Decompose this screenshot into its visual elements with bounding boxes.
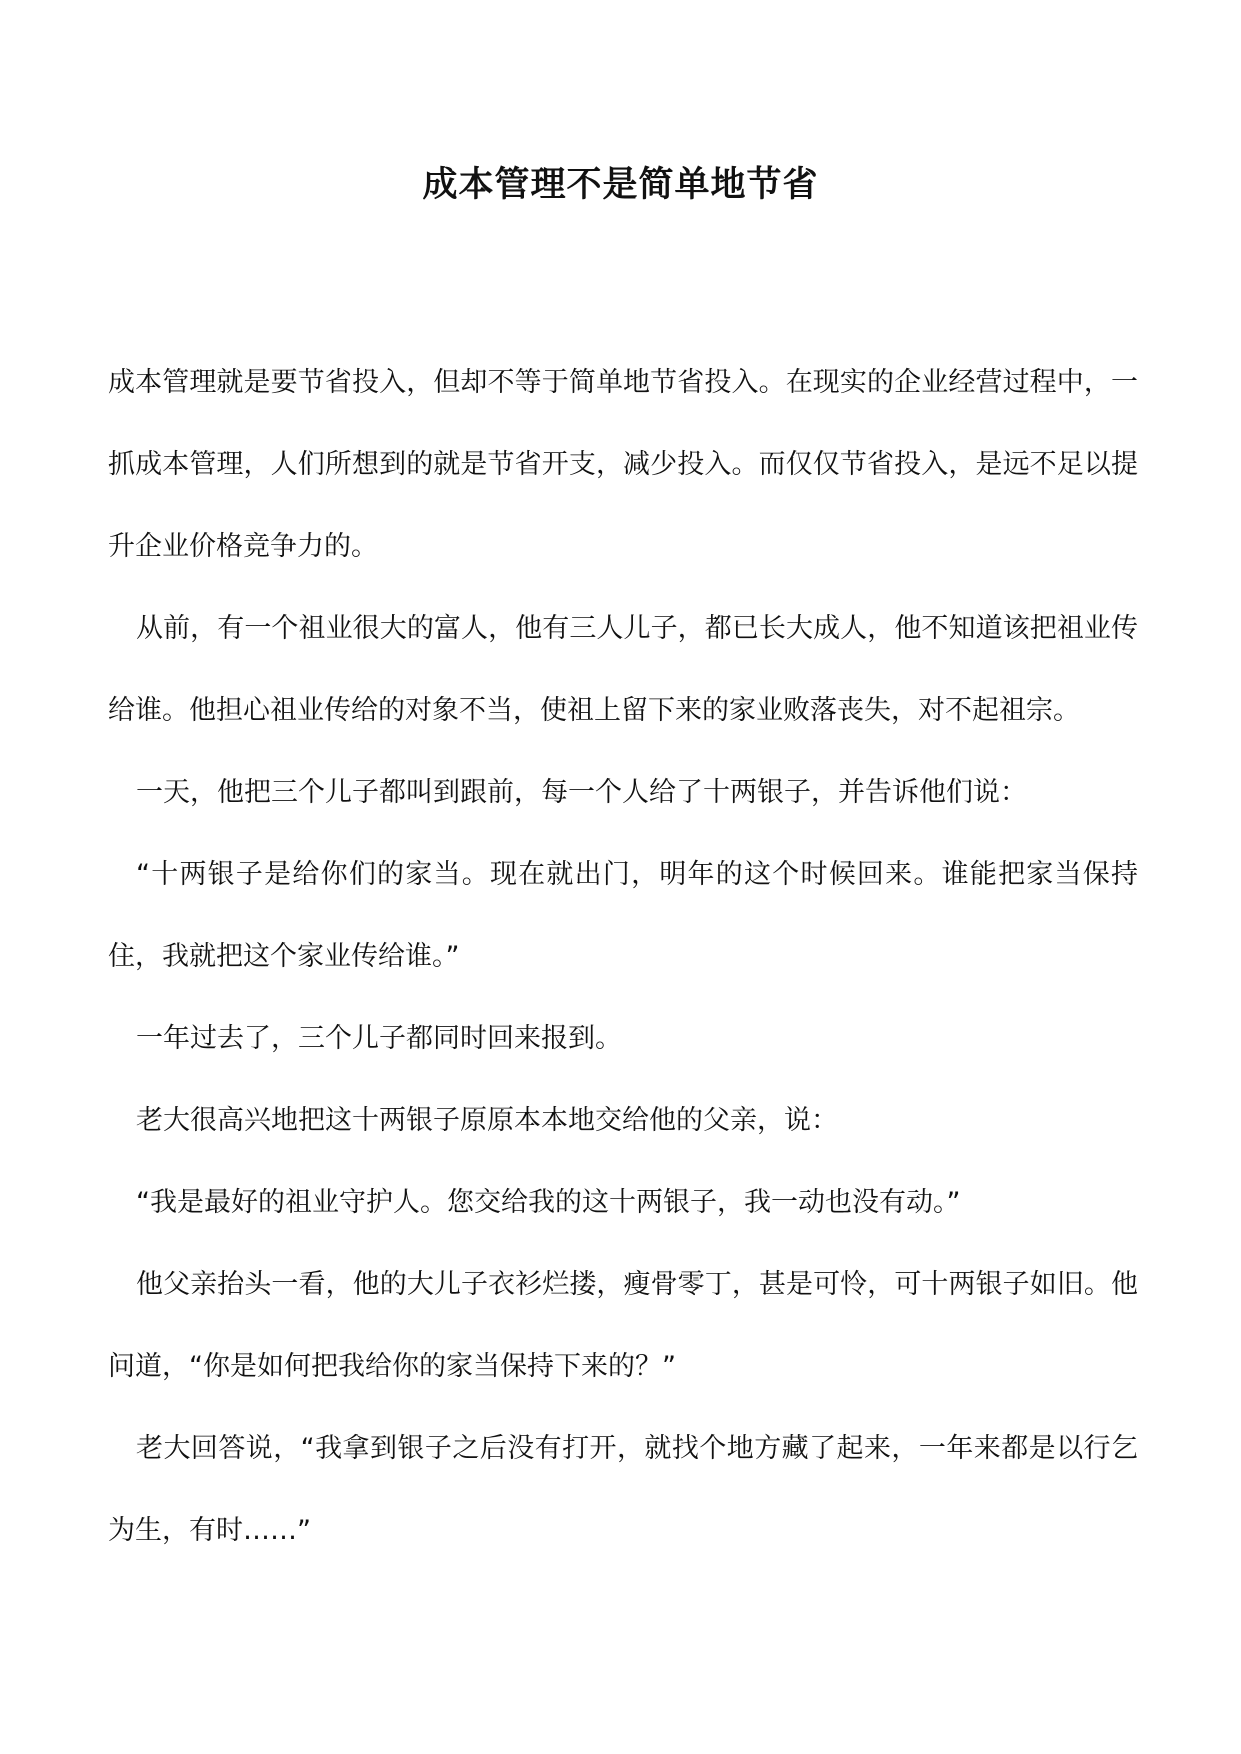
paragraph-year-passes: 一年过去了，三个儿子都同时回来报到。 <box>136 1023 622 1054</box>
paragraph-story-opening: 从前，有一个祖业很大的富人，他有三人儿子，都已长大成人，他不知道该把祖业传给谁。他担心祖业传给的对象不当，使祖上留下来的家业败落丧失，对不起祖宗。 <box>108 613 1138 726</box>
paragraph-father-speech: “十两银子是给你们的家当。现在就出门，明年的这个时候回来。谁能把家当保持住，我就把这个家业传给谁。” <box>108 859 1138 972</box>
document-title: 成本管理不是简单地节省 <box>422 165 819 205</box>
paragraph-father-question: 他父亲抬头一看，他的大儿子衣衫烂搂，瘦骨零丁，甚是可怜，可十两银子如旧。他问道，“你是如何把我给你的家当保持下来的？” <box>108 1269 1138 1382</box>
paragraph-eldest-returns: 老大很高兴地把这十两银子原原本本地交给他的父亲，说： <box>136 1105 838 1136</box>
paragraph-eldest-answer: 老大回答说，“我拿到银子之后没有打开，就找个地方藏了起来，一年来都是以行乞为生，有时……” <box>108 1433 1138 1546</box>
paragraph-father-summons: 一天，他把三个儿子都叫到跟前，每一个人给了十两银子，并告诉他们说： <box>136 777 1027 808</box>
paragraph-eldest-speech: “我是最好的祖业守护人。您交给我的这十两银子，我一动也没有动。” <box>136 1187 961 1218</box>
paragraph-intro: 成本管理就是要节省投入，但却不等于简单地节省投入。在现实的企业经营过程中，一抓成本管理，人们所想到的就是节省开支，减少投入。而仅仅节省投入，是远不足以提升企业价格竞争力的。 <box>108 367 1138 562</box>
document-body <box>108 342 1138 1572</box>
